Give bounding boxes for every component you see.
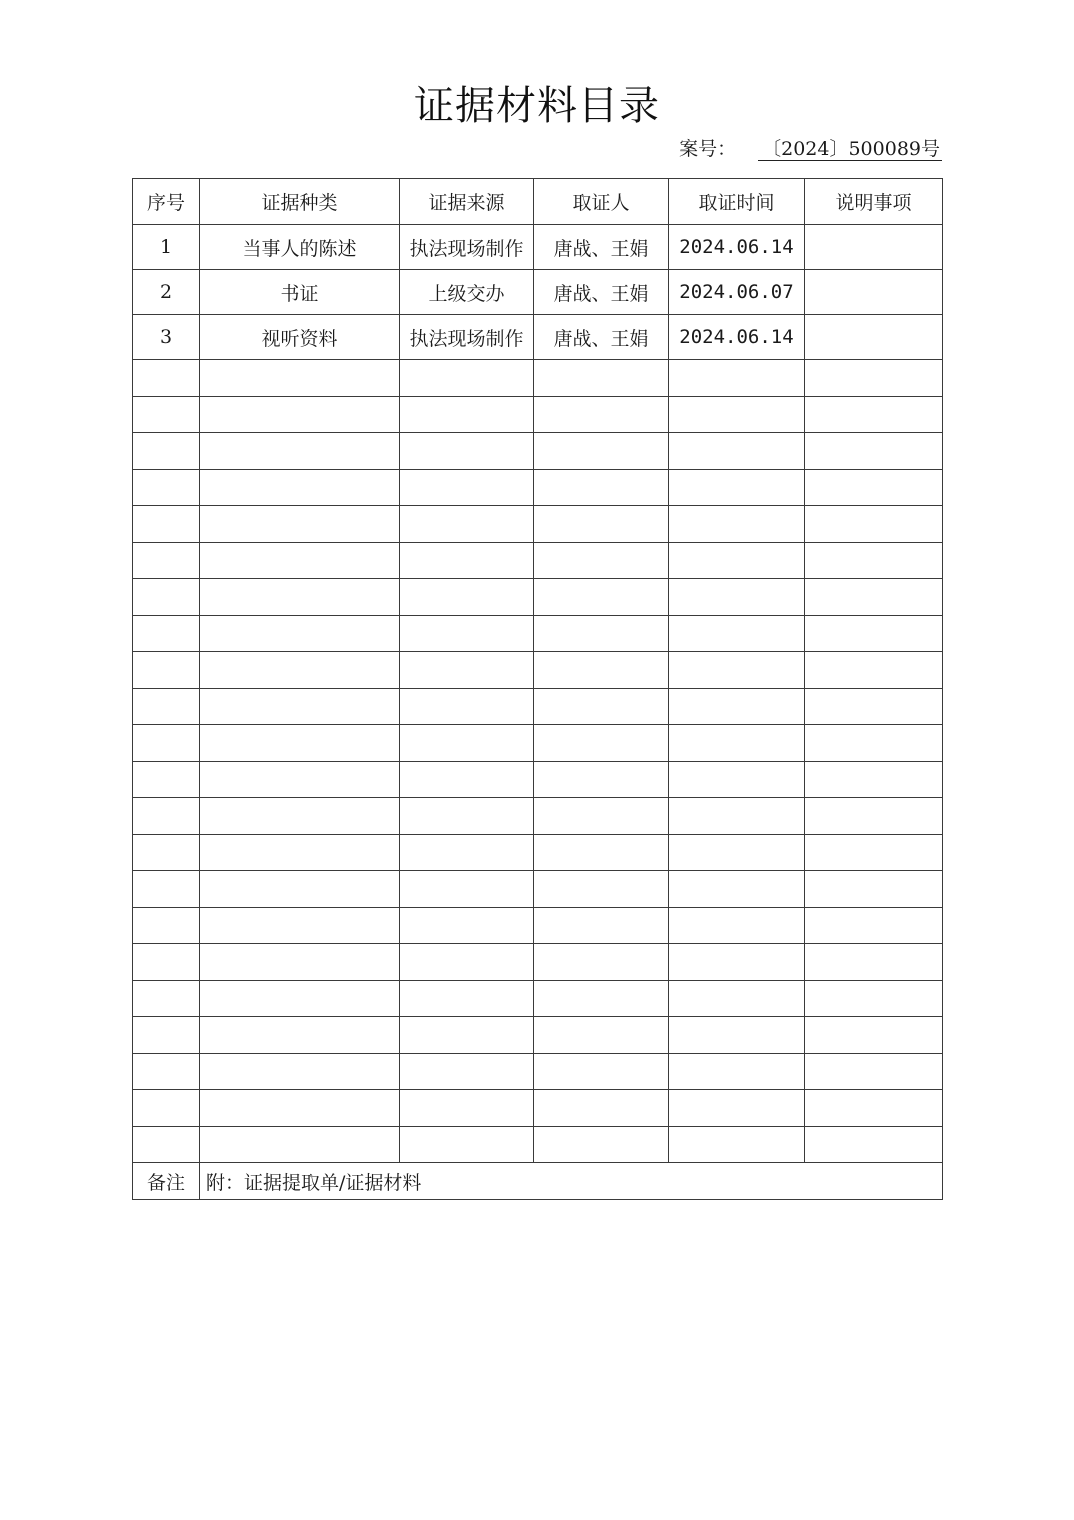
table-row-empty: [133, 579, 943, 616]
cell-evidence-source: [400, 980, 534, 1017]
table-row-empty: [133, 907, 943, 944]
cell-collection-date: [669, 1017, 805, 1054]
cell-collector: [534, 871, 669, 908]
cell-collector: [534, 579, 669, 616]
cell-collector: [534, 652, 669, 689]
cell-evidence-type: [200, 506, 400, 543]
cell-no: [133, 980, 200, 1017]
cell-evidence-source: [400, 652, 534, 689]
table-row-empty: [133, 944, 943, 981]
cell-notes: [805, 725, 943, 762]
cell-collection-date: [669, 360, 805, 397]
cell-collector: [534, 688, 669, 725]
cell-no: [133, 871, 200, 908]
cell-notes: [805, 1053, 943, 1090]
cell-notes: [805, 506, 943, 543]
cell-evidence-source: [400, 396, 534, 433]
cell-collector: [534, 542, 669, 579]
table-row-empty: [133, 798, 943, 835]
cell-collector: [534, 798, 669, 835]
cell-collector: [534, 469, 669, 506]
cell-no: [133, 506, 200, 543]
cell-collection-date: [669, 1090, 805, 1127]
cell-no: [133, 652, 200, 689]
cell-evidence-source: 执法现场制作: [400, 225, 534, 270]
cell-collector: [534, 725, 669, 762]
cell-notes: [805, 225, 943, 270]
cell-evidence-source: [400, 1017, 534, 1054]
cell-collector: [534, 907, 669, 944]
cell-evidence-source: [400, 360, 534, 397]
cell-collection-date: [669, 433, 805, 470]
cell-evidence-source: [400, 615, 534, 652]
cell-collection-date: [669, 944, 805, 981]
cell-no: [133, 579, 200, 616]
cell-evidence-type: [200, 761, 400, 798]
table-row-empty: [133, 506, 943, 543]
cell-notes: [805, 1090, 943, 1127]
cell-collection-date: [669, 615, 805, 652]
cell-no: [133, 615, 200, 652]
cell-evidence-source: [400, 579, 534, 616]
evidence-table: [132, 178, 943, 1200]
cell-collector: [534, 1126, 669, 1163]
cell-evidence-type: [200, 579, 400, 616]
cell-collection-date: [669, 761, 805, 798]
table-row-empty: [133, 433, 943, 470]
cell-notes: [805, 1126, 943, 1163]
cell-evidence-type: [200, 542, 400, 579]
cell-evidence-source: [400, 506, 534, 543]
cell-collection-date: 2024.06.07: [669, 270, 805, 315]
table-row-empty: [133, 1017, 943, 1054]
cell-collection-date: [669, 652, 805, 689]
cell-collection-date: [669, 469, 805, 506]
table-header-row: [133, 179, 943, 225]
cell-evidence-source: 执法现场制作: [400, 315, 534, 360]
header-notes: 说明事项: [805, 179, 943, 225]
cell-evidence-type: [200, 652, 400, 689]
cell-collection-date: [669, 1053, 805, 1090]
cell-collection-date: [669, 506, 805, 543]
cell-evidence-source: [400, 871, 534, 908]
cell-evidence-source: [400, 761, 534, 798]
cell-collector: [534, 834, 669, 871]
cell-no: [133, 907, 200, 944]
cell-notes: [805, 761, 943, 798]
table-row: [133, 270, 943, 315]
cell-notes: [805, 433, 943, 470]
cell-evidence-type: [200, 615, 400, 652]
cell-notes: [805, 360, 943, 397]
cell-no: 1: [133, 225, 200, 270]
table-row-empty: [133, 652, 943, 689]
cell-notes: [805, 315, 943, 360]
cell-evidence-type: [200, 725, 400, 762]
cell-no: [133, 688, 200, 725]
cell-notes: [805, 469, 943, 506]
table-row-empty: [133, 615, 943, 652]
cell-no: [133, 761, 200, 798]
cell-evidence-source: [400, 725, 534, 762]
cell-collection-date: [669, 798, 805, 835]
cell-no: [133, 1126, 200, 1163]
cell-collector: [534, 1053, 669, 1090]
cell-collection-date: [669, 907, 805, 944]
cell-collection-date: [669, 980, 805, 1017]
cell-no: 3: [133, 315, 200, 360]
table-row-empty: [133, 1126, 943, 1163]
cell-collector: [534, 980, 669, 1017]
case-number-value: 〔2024〕500089号: [758, 138, 942, 161]
cell-no: [133, 834, 200, 871]
cell-evidence-type: [200, 1017, 400, 1054]
cell-notes: [805, 834, 943, 871]
cell-collection-date: [669, 396, 805, 433]
cell-no: [133, 360, 200, 397]
table-row-empty: [133, 360, 943, 397]
cell-no: [133, 469, 200, 506]
cell-collection-date: 2024.06.14: [669, 315, 805, 360]
cell-evidence-type: [200, 907, 400, 944]
cell-evidence-source: [400, 542, 534, 579]
cell-evidence-type: [200, 396, 400, 433]
cell-no: [133, 433, 200, 470]
cell-collection-date: [669, 1126, 805, 1163]
cell-evidence-type: [200, 834, 400, 871]
cell-evidence-type: [200, 980, 400, 1017]
cell-evidence-type: [200, 360, 400, 397]
remark-label: 备注: [133, 1163, 200, 1200]
cell-evidence-type: [200, 871, 400, 908]
table-row-empty: [133, 980, 943, 1017]
table-row: [133, 225, 943, 270]
cell-collection-date: [669, 542, 805, 579]
cell-notes: [805, 907, 943, 944]
cell-evidence-source: [400, 944, 534, 981]
table-row-empty: [133, 1090, 943, 1127]
cell-collector: [534, 615, 669, 652]
cell-evidence-source: [400, 907, 534, 944]
cell-evidence-type: [200, 798, 400, 835]
header-collection-date: 取证时间: [669, 179, 805, 225]
cell-collection-date: [669, 871, 805, 908]
cell-evidence-type: [200, 944, 400, 981]
table-row-empty: [133, 871, 943, 908]
cell-no: [133, 1017, 200, 1054]
cell-notes: [805, 270, 943, 315]
header-collector: 取证人: [534, 179, 669, 225]
cell-notes: [805, 798, 943, 835]
cell-evidence-type: 当事人的陈述: [200, 225, 400, 270]
cell-collection-date: [669, 579, 805, 616]
document-title: 证据材料目录: [414, 83, 660, 129]
table-row-empty: [133, 688, 943, 725]
cell-evidence-source: 上级交办: [400, 270, 534, 315]
cell-evidence-type: [200, 1053, 400, 1090]
cell-evidence-source: [400, 433, 534, 470]
cell-notes: [805, 688, 943, 725]
cell-evidence-type: 视听资料: [200, 315, 400, 360]
cell-no: 2: [133, 270, 200, 315]
cell-collector: [534, 506, 669, 543]
cell-notes: [805, 542, 943, 579]
table-row-empty: [133, 542, 943, 579]
cell-evidence-type: [200, 433, 400, 470]
cell-evidence-type: [200, 469, 400, 506]
cell-collector: [534, 1090, 669, 1127]
cell-collection-date: [669, 688, 805, 725]
table-row-empty: [133, 469, 943, 506]
cell-no: [133, 396, 200, 433]
cell-collector: [534, 396, 669, 433]
cell-notes: [805, 396, 943, 433]
table-row-empty: [133, 725, 943, 762]
cell-notes: [805, 652, 943, 689]
cell-evidence-source: [400, 1126, 534, 1163]
cell-notes: [805, 944, 943, 981]
cell-collector: [534, 433, 669, 470]
cell-evidence-source: [400, 1053, 534, 1090]
table-row-empty: [133, 396, 943, 433]
cell-no: [133, 1090, 200, 1127]
cell-no: [133, 725, 200, 762]
table-row: [133, 315, 943, 360]
table-row-empty: [133, 761, 943, 798]
cell-no: [133, 542, 200, 579]
cell-collection-date: [669, 725, 805, 762]
cell-collector: [534, 761, 669, 798]
cell-evidence-type: [200, 1090, 400, 1127]
cell-notes: [805, 871, 943, 908]
header-evidence-source: 证据来源: [400, 179, 534, 225]
remark-text: 附：证据提取单/证据材料: [200, 1163, 943, 1200]
cell-no: [133, 798, 200, 835]
cell-collection-date: [669, 834, 805, 871]
cell-collector: 唐战、王娟: [534, 225, 669, 270]
cell-no: [133, 944, 200, 981]
table-row-empty: [133, 834, 943, 871]
cell-evidence-type: [200, 1126, 400, 1163]
header-evidence-type: 证据种类: [200, 179, 400, 225]
table-row-empty: [133, 1053, 943, 1090]
cell-evidence-source: [400, 798, 534, 835]
cell-collector: 唐战、王娟: [534, 270, 669, 315]
cell-collector: [534, 360, 669, 397]
cell-evidence-source: [400, 834, 534, 871]
cell-evidence-source: [400, 1090, 534, 1127]
cell-collector: [534, 944, 669, 981]
cell-notes: [805, 615, 943, 652]
cell-no: [133, 1053, 200, 1090]
cell-notes: [805, 980, 943, 1017]
cell-collector: [534, 1017, 669, 1054]
cell-evidence-type: 书证: [200, 270, 400, 315]
case-number: [679, 136, 942, 162]
cell-notes: [805, 1017, 943, 1054]
remark-row: [133, 1163, 943, 1200]
cell-evidence-source: [400, 469, 534, 506]
cell-collection-date: 2024.06.14: [669, 225, 805, 270]
cell-evidence-source: [400, 688, 534, 725]
case-number-label: 案号：: [679, 138, 737, 160]
header-no: 序号: [133, 179, 200, 225]
cell-evidence-type: [200, 688, 400, 725]
cell-collector: 唐战、王娟: [534, 315, 669, 360]
cell-notes: [805, 579, 943, 616]
